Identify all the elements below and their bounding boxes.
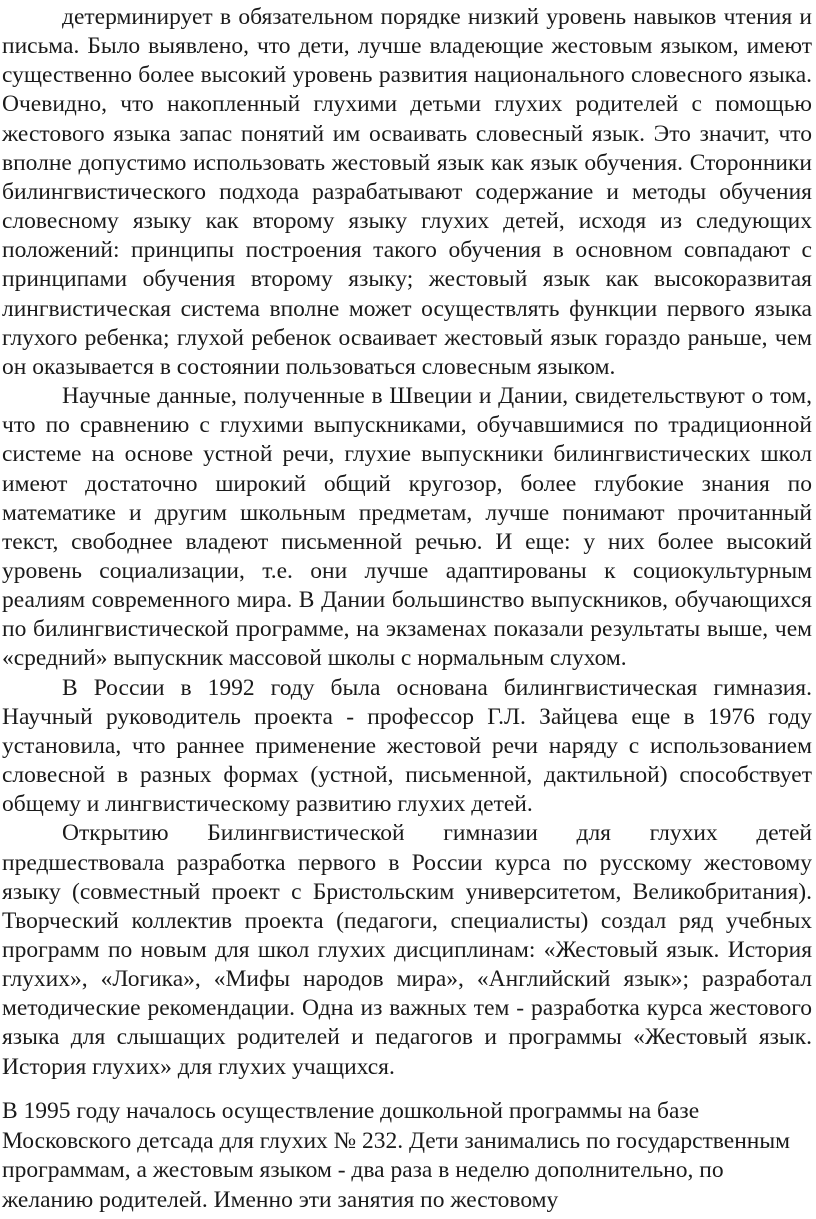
paragraph-sweden-denmark: Научные данные, полученные в Швеции и Дании, свидетельствуют о том, что по сравнению с глухими выпускниками, обучавшимися по традиционной системе на основе устной речи, глухие выпускники билингвистических школ имеют достаточно широкий общий кругозор, более глубокие знания по математике и другим школьным предметам, лучше понимают прочитанный текст, свободнее владеют письменной речью. И еще: у них более высокий уровень социализации, т.е. они лучше адаптированы к социокультурным реалиям современного мира. В Дании большинство выпускников, обучающихся по билингвистической программе, на экзаменах показали результаты выше, чем «средний» выпускник массовой школы с нормальным слухом. xyxy=(2,383,812,672)
paragraph-russia-1992: В России в 1992 году была основана билингвистическая гимназия. Научный руководитель проекта - профессор Г.Л. Зайцева еще в 1976 году установила, что раннее применение жестовой речи наряду с использованием словесной в разных формах (устной, письменной, дактильной) способствует общему и лингвистическому развитию глухих детей. xyxy=(2,674,812,818)
paragraph-continued: детерминирует в обязательном порядке низкий уровень навыков чтения и письма. Было выявлено, что дети, лучше владеющие жестовым языком, имеют существенно более высокий уровень развития национального словесного языка. Очевидно, что накопленный глухими детьми глухих родителей с помощью жестового языка запас понятий им осваивать словесный язык. Это значит, что вполне допустимо использовать жестовый язык как язык обучения. Сторонники билингвистического подхода разрабатывают содержание и методы обучения словесному языку как второму языку глухих детей, исходя из следующих положений: принципы построения такого обучения в основном совпадают с принципами обучения второму языку; жестовый язык как высокоразвитая лингвистическая система вполне может осуществлять функции первого языка глухого ребенка; глухой ребенок осваивает жестовый язык гораздо раньше, чем он оказывается в состоянии пользоваться словесным языком. xyxy=(2,4,812,380)
paragraph-1995-preschool: В 1995 году началось осуществление дошкольной программы на базе Московского детсада для глухих № 232. Дети занимались по государственным программам, а жестовым языком - два раза в неделю дополнительно, по желанию родителей. Именно эти занятия по жестовому xyxy=(2,1098,791,1213)
main-text-block xyxy=(2,3,812,1082)
tail-text-block xyxy=(2,1097,812,1215)
paragraph-gymnasium-opening: Открытию Билингвистической гимназии для глухих детей предшествовала разработка первого в России курса по русскому жестовому языку (совместный проект с Бристольским университетом, Великобритания). Творческий коллектив проекта (педагоги, специалисты) создал ряд учебных программ по новым для школ глухих дисциплинам: «Жестовый язык. История глухих», «Логика», «Мифы народов мира», «Английский язык»; разработал методические рекомендации. Одна из важных тем - разработка курса жестового языка для слышащих родителей и педагогов и программы «Жестовый язык. История глухих» для глухих учащихся. xyxy=(2,820,812,1080)
